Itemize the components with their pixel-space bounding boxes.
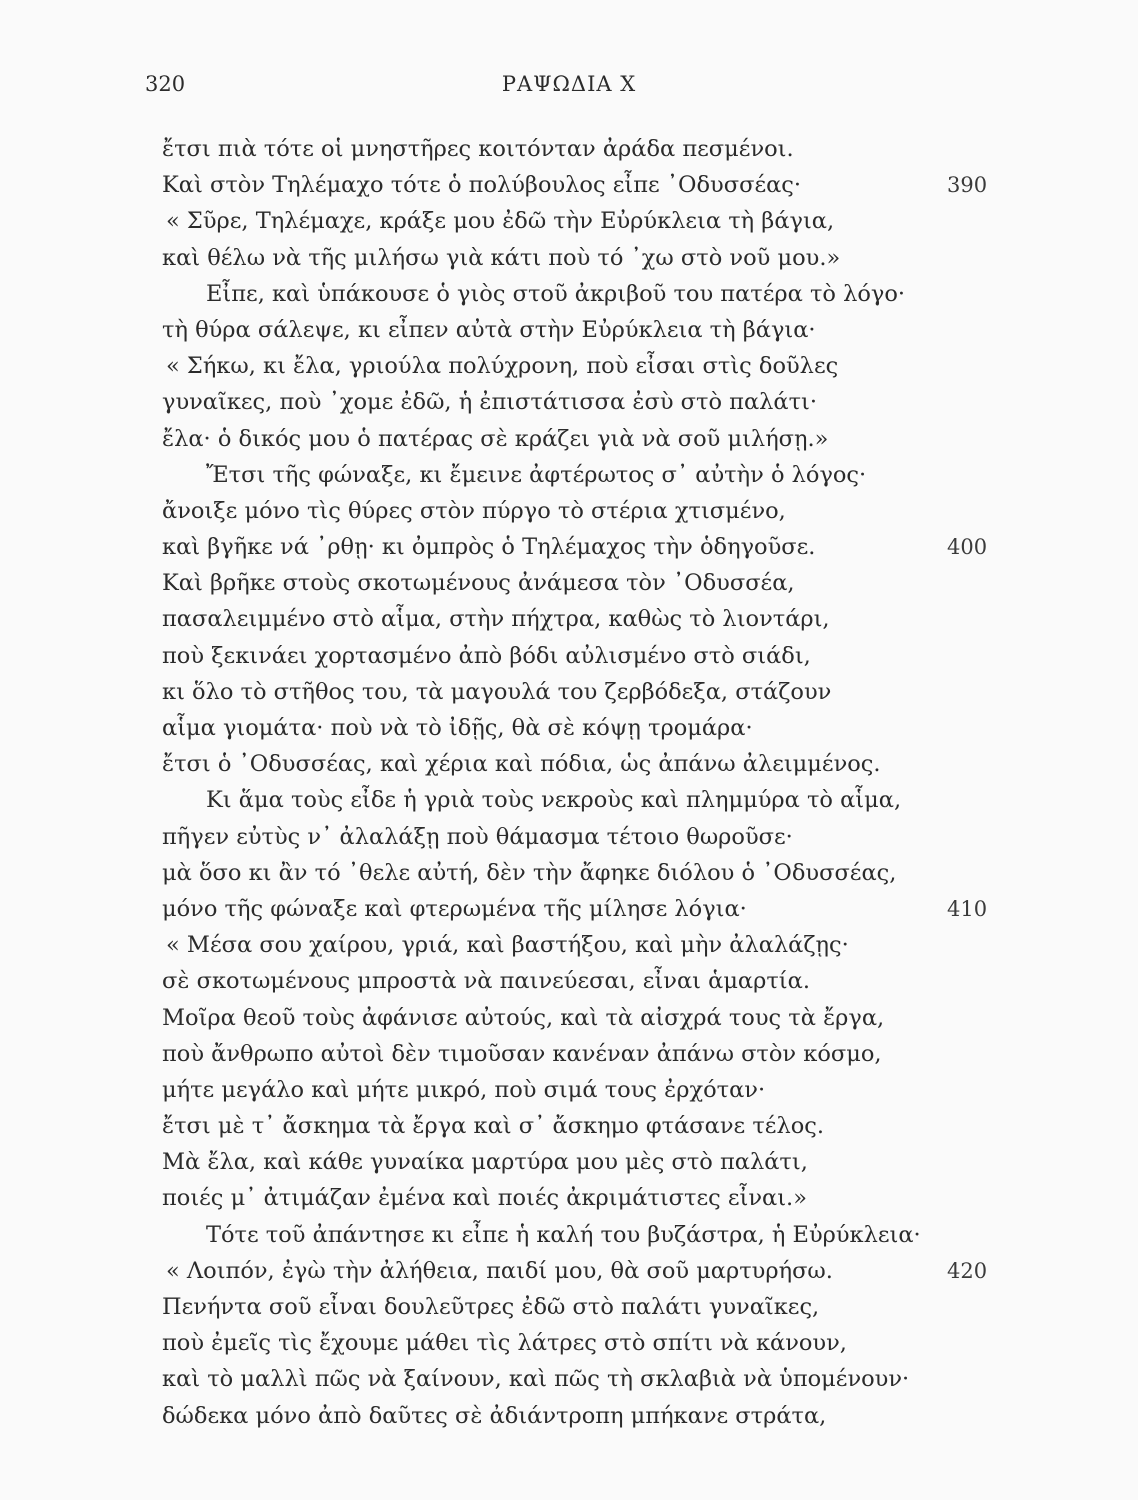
verse-line [162,1289,952,1325]
verse-line-text: Εἶπε, καὶ ὑπάκουσε ὁ γιὸς στοῦ ἀκριβοῦ του πατέρα τὸ λόγο· [206,280,906,307]
verse-line [162,1217,952,1253]
verse-line [162,493,952,529]
verse-line-text: « Μέσα σου χαίρου, γριά, καὶ βαστήξου, καὶ μὴν ἀλαλάζῃς· [166,932,849,959]
verse-line-text: πῆγεν εὐτὺς ν᾿ ἀλαλάξῃ ποὺ θάμασμα τέτοιο θωροῦσε· [162,823,793,850]
line-number: 400 [947,535,988,560]
verse-line-text: μόνο τῆς φώναξε καὶ φτερωμένα τῆς μίλησε λόγια· [162,895,747,922]
verse-line [162,529,988,565]
verse-line-text: « Λοιπόν, ἐγὼ τὴν ἀλήθεια, παιδί μου, θὰ σοῦ μαρτυρήσω. [166,1257,833,1284]
verse-line-text: ποὺ ξεκινάει χορτασμένο ἀπὸ βόδι αὐλισμένο στὸ σιάδι, [162,642,811,669]
verse-line-text: ἄνοιξε μόνο τὶς θύρες στὸν πύργο τὸ στέρια χτισμένο, [162,497,786,524]
verse-line-text: ποὺ ἄνθρωπο αὐτοὶ δὲν τιμοῦσαν κανέναν ἀπάνω στὸν κόσμο, [162,1040,882,1067]
page-number: 320 [145,72,186,96]
verse-text [162,131,988,1434]
verse-line [162,457,952,493]
line-number: 390 [947,173,988,198]
verse-line [162,638,952,674]
verse-line-text: τὴ θύρα σάλεψε, κι εἶπεν αὐτὰ στὴν Εὐρύκλεια τὴ βάγια· [162,316,816,343]
verse-line-text: μήτε μεγάλο καὶ μήτε μικρό, ποὺ σιμά τους ἐρχόταν· [162,1076,766,1103]
verse-line [162,565,952,601]
verse-line-text: Πενήντα σοῦ εἶναι δουλεῦτρες ἐδῶ στὸ παλάτι γυναῖκες, [162,1294,820,1320]
verse-line-text: καὶ βγῆκε νά ᾿ρθῃ· κι ὀμπρὸς ὁ Τηλέμαχος τὴν ὁδηγοῦσε. [162,534,816,561]
verse-line [162,131,952,167]
verse-line-text: ἔλα· ὁ δικός μου ὁ πατέρας σὲ κράζει γιὰ νὰ σοῦ μιλήσῃ.» [162,425,829,452]
verse-line-text: πασαλειμμένο στὸ αἷμα, στὴν πήχτρα, καθὼς τὸ λιοντάρι, [162,606,830,633]
verse-line [162,746,952,782]
verse-line-text: κι ὅλο τὸ στῆθος του, τὰ μαγουλά του ζερβόδεξα, στάζουν [162,678,832,705]
verse-line-text: « Σήκω, κι ἔλα, γριούλα πολύχρονη, ποὺ εἶσαι στὶς δοῦλες [166,353,839,380]
verse-line-text: ποὺ ἐμεῖς τὶς ἔχουμε μάθει τὶς λάτρες στὸ σπίτι νὰ κάνουν, [162,1330,847,1357]
verse-line-text: καὶ θέλω νὰ τῆς μιλήσω γιὰ κάτι ποὺ τό ᾿χω στὸ νοῦ μου.» [162,244,841,271]
verse-line-text: « Σῦρε, Τηλέμαχε, κράξε μου ἐδῶ τὴν Εὐρύκλεια τὴ βάγια, [166,208,835,235]
verse-line [162,167,988,203]
verse-line [162,1000,952,1036]
running-head: ΡΑΨΩΔΙΑ Χ [501,72,637,96]
verse-line [162,710,952,746]
verse-line-text: ποιές μ᾿ ἀτιμάζαν ἐμένα καὶ ποιές ἀκριμάτιστες εἶναι.» [162,1185,807,1212]
verse-line-text: μὰ ὅσο κι ἂν τό ᾿θελε αὐτή, δὲν τὴν ἄφηκε διόλου ὁ ᾿Οδυσσέας, [162,859,897,886]
verse-line-text: Καὶ βρῆκε στοὺς σκοτωμένους ἀνάμεσα τὸν ᾿Οδυσσέα, [162,570,795,597]
verse-line [162,674,952,710]
verse-line-text: ἔτσι μὲ τ᾿ ἄσκημα τὰ ἔργα καὶ σ᾿ ἄσκημο φτάσανε τέλος. [162,1113,825,1140]
verse-line [162,1036,952,1072]
verse-line-text: αἷμα γιομάτα· ποὺ νὰ τὸ ἰδῇς, θὰ σὲ κόψῃ τρομάρα· [162,715,753,741]
verse-line [162,1072,952,1108]
verse-line-text: δώδεκα μόνο ἀπὸ δαῦτες σὲ ἀδιάντροπη μπήκανε στράτα, [162,1402,827,1429]
verse-line [162,240,952,276]
verse-line-text: ἔτσι ὁ ᾿Οδυσσέας, καὶ χέρια καὶ πόδια, ὡς ἀπάνω ἀλειμμένος. [162,751,881,778]
verse-line [162,927,952,963]
verse-line [162,963,952,999]
verse-line [162,1108,952,1144]
verse-line-text: Μοῖρα θεοῦ τοὺς ἀφάνισε αὐτούς, καὶ τὰ αἰσχρά τους τὰ ἔργα, [162,1004,885,1031]
verse-line [162,855,952,891]
line-number: 410 [947,896,988,921]
line-number: 420 [947,1258,988,1283]
verse-line [162,1180,952,1216]
verse-line [162,782,952,818]
verse-line [162,1253,988,1289]
verse-line [162,1361,952,1397]
verse-line [162,384,952,420]
verse-line [162,891,988,927]
verse-line [162,348,952,384]
verse-line [162,421,952,457]
verse-line [162,276,952,312]
verse-line [162,1325,952,1361]
verse-line-text: Καὶ στὸν Τηλέμαχο τότε ὁ πολύβουλος εἶπε ᾿Οδυσσέας· [162,172,802,199]
verse-line [162,1398,952,1434]
verse-line-text: καὶ τὸ μαλλὶ πῶς νὰ ξαίνουν, καὶ πῶς τὴ σκλαβιὰ νὰ ὑπομένουν· [162,1366,910,1393]
verse-line [162,601,952,637]
verse-line [162,1144,952,1180]
verse-line-text: Μὰ ἔλα, καὶ κάθε γυναίκα μαρτύρα μου μὲς στὸ παλάτι, [162,1149,808,1176]
verse-line-text: γυναῖκες, ποὺ ᾿χομε ἐδῶ, ἡ ἐπιστάτισσα ἐσὺ στὸ παλάτι· [162,389,818,416]
verse-line-text: σὲ σκοτωμένους μπροστὰ νὰ παινεύεσαι, εἶναι ἁμαρτία. [162,968,810,995]
verse-line-text: ἔτσι πιὰ τότε οἱ μνηστῆρες κοιτόνταν ἀράδα πεσμένοι. [162,136,794,162]
verse-line-text: Τότε τοῦ ἀπάντησε κι εἶπε ἡ καλή του βυζάστρα, ἡ Εὐρύκλεια· [206,1221,921,1248]
verse-line-text: Ἔτσι τῆς φώναξε, κι ἔμεινε ἀφτέρωτος σ᾿ αὐτὴν ὁ λόγος· [206,461,867,488]
verse-line-text: Κι ἅμα τοὺς εἶδε ἡ γριὰ τοὺς νεκροὺς καὶ πλημμύρα τὸ αἷμα, [206,787,902,814]
verse-line [162,203,952,239]
verse-line [162,312,952,348]
verse-line [162,819,952,855]
